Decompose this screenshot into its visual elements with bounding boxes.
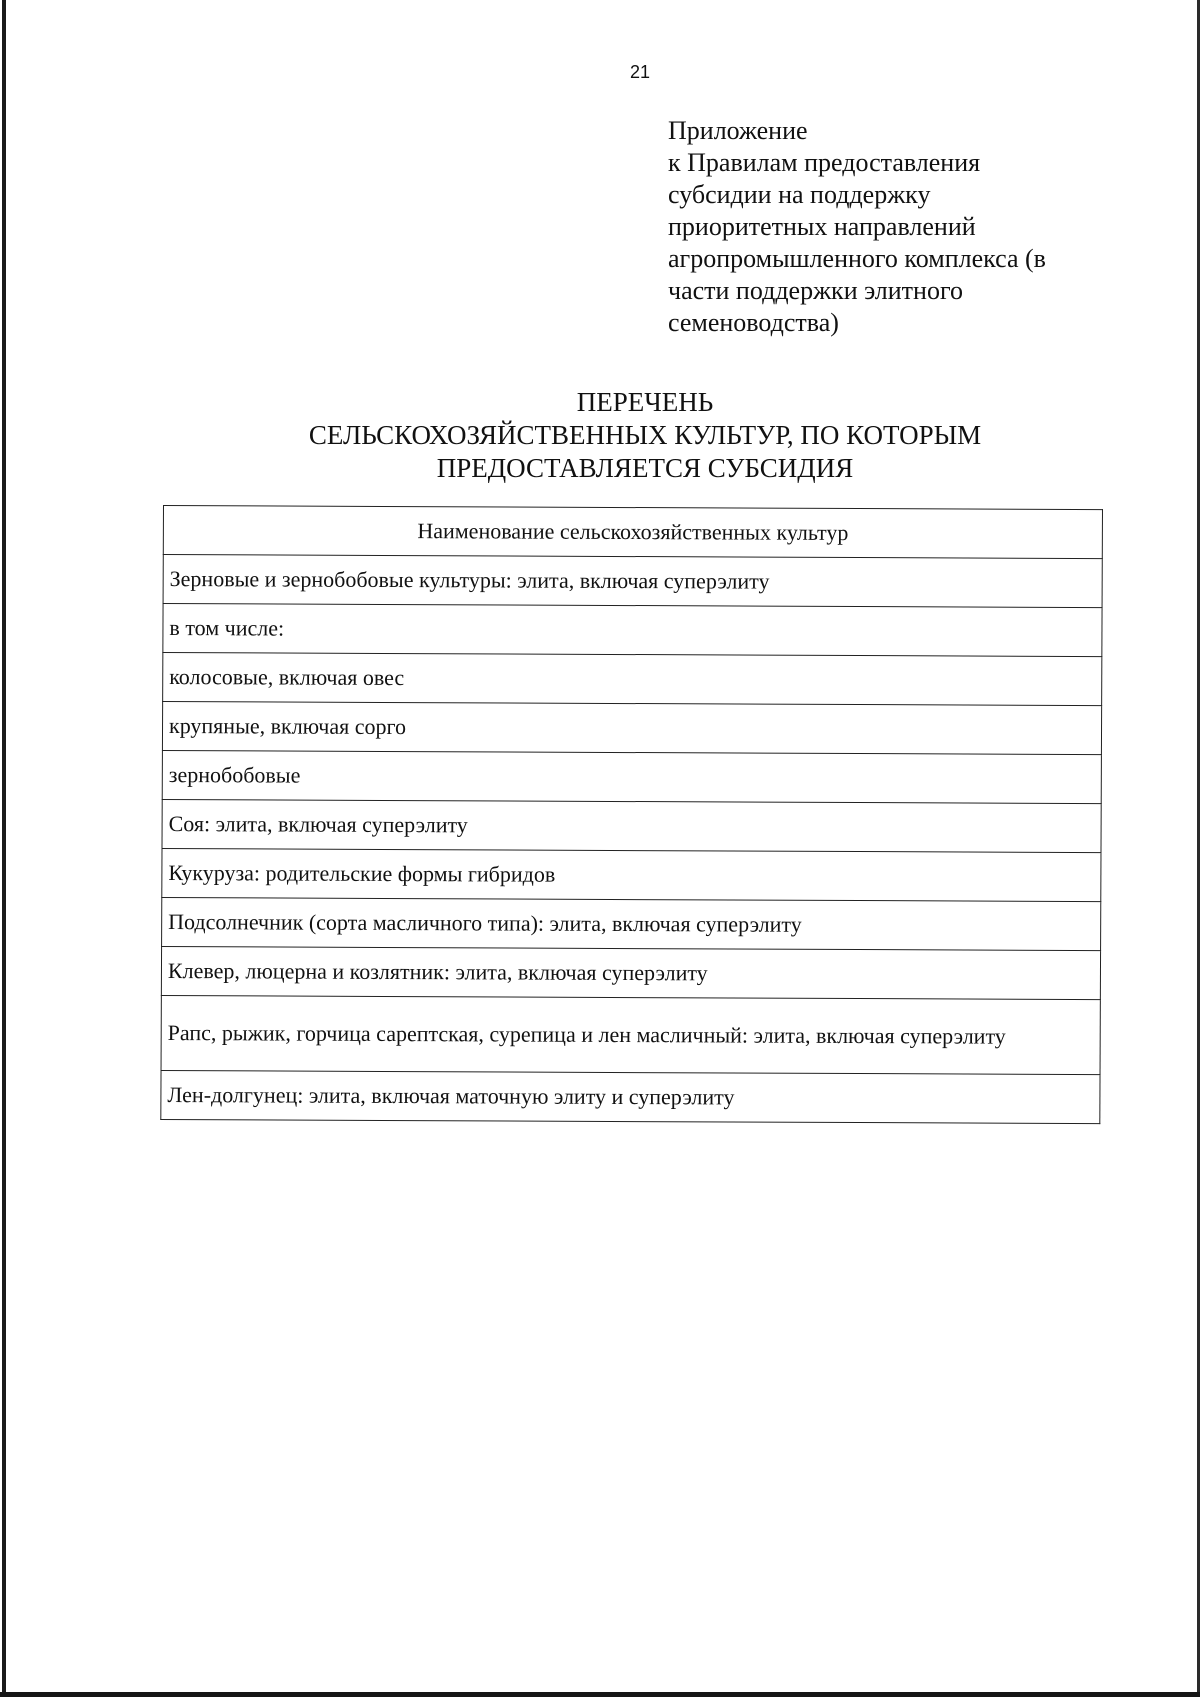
table-row <box>162 702 1101 755</box>
table-row <box>163 653 1102 706</box>
table-cell: Кукуруза: родительские формы гибридов <box>162 848 1101 901</box>
table-header-cell: Наименование сельскохозяйственных культур <box>163 506 1102 559</box>
crops-table <box>160 505 1103 1124</box>
document-heading <box>200 386 1090 485</box>
appendix-line: Приложение <box>668 116 808 145</box>
appendix-line: приоритетных направлений <box>668 212 976 241</box>
table-cell: крупяные, включая сорго <box>162 702 1101 755</box>
table-cell: Клевер, люцерна и козлятник: элита, включая суперэлиту <box>161 946 1100 999</box>
appendix-line: к Правилам предоставления <box>668 148 981 177</box>
table-row <box>162 848 1101 901</box>
page-number: 21 <box>630 62 651 82</box>
table-cell: Подсолнечник (сорта масличного типа): элита, включая суперэлиту <box>162 897 1101 950</box>
table-row <box>161 1070 1100 1123</box>
table-cell: зернобобовые <box>162 750 1101 803</box>
table-row <box>162 750 1101 803</box>
appendix-line: семеноводства) <box>668 308 839 337</box>
table-row <box>162 897 1101 950</box>
table-cell: колосовые, включая овес <box>163 653 1102 706</box>
table-cell: Лен-долгунец: элита, включая маточную элиту и суперэлиту <box>161 1070 1100 1123</box>
appendix-line: субсидии на поддержку <box>668 180 931 209</box>
table-cell: Соя: элита, включая суперэлиту <box>162 799 1101 852</box>
table-row <box>163 555 1102 608</box>
table-header-row <box>163 506 1102 559</box>
appendix-note <box>668 115 1046 339</box>
heading-line: СЕЛЬСКОХОЗЯЙСТВЕННЫХ КУЛЬТУР, ПО КОТОРЫМ <box>308 420 982 450</box>
heading-line: ПЕРЕЧЕНЬ <box>576 387 714 417</box>
table-cell: Рапс, рыжик, горчица сарептская, сурепица и лен масличный: элита, включая суперэлиту <box>161 995 1100 1074</box>
appendix-line: агропромышленного комплекса (в <box>668 244 1046 273</box>
scan-edge-bottom <box>0 1692 1200 1697</box>
table-cell: Зерновые и зернобобовые культуры: элита, включая суперэлиту <box>163 555 1102 608</box>
table-row <box>161 995 1100 1074</box>
table-row <box>162 799 1101 852</box>
appendix-line: части поддержки элитного <box>668 276 963 305</box>
table-row <box>163 604 1102 657</box>
table-cell: в том числе: <box>163 604 1102 657</box>
table-row <box>161 946 1100 999</box>
scan-edge-left <box>2 0 6 1697</box>
heading-line: ПРЕДОСТАВЛЯЕТСЯ СУБСИДИЯ <box>436 453 854 483</box>
